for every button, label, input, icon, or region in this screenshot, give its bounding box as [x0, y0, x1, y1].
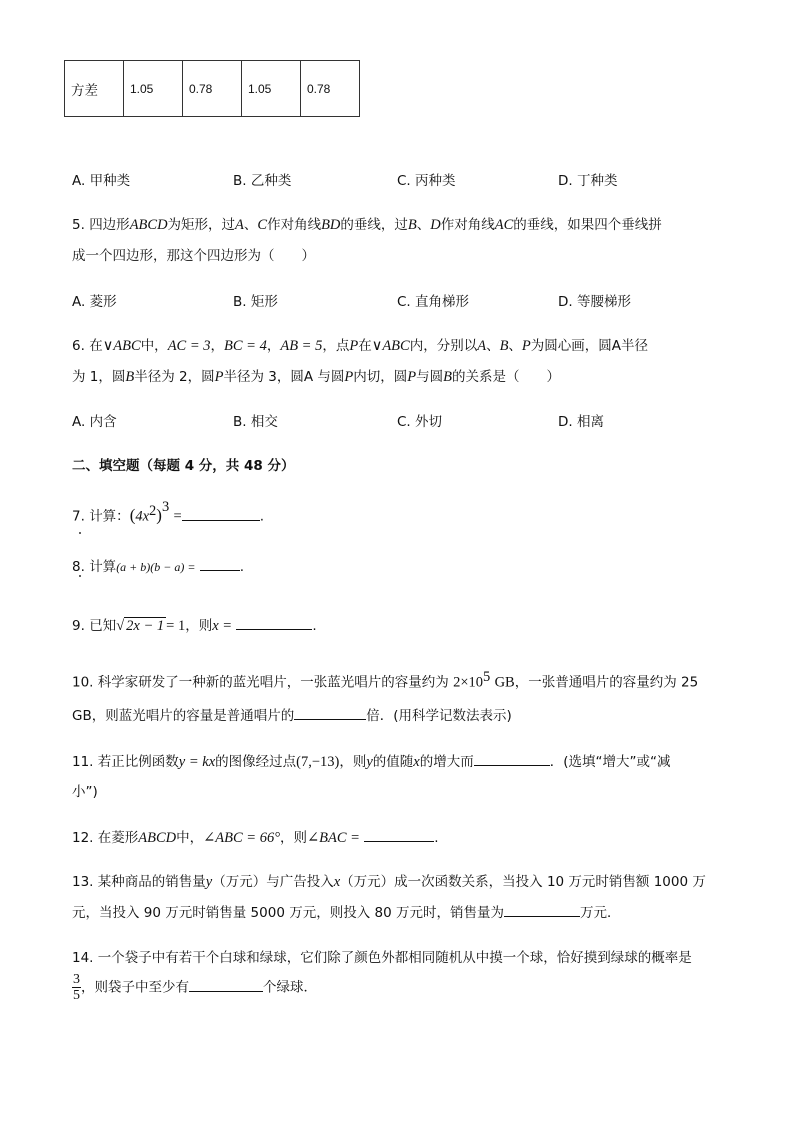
question-14-line1: 14. 一个袋子中有若干个白球和绿球，它们除了颜色外都相同随机从中摸一个球，恰好摸到绿球的概率是 — [72, 950, 692, 966]
answer-blank[interactable] — [294, 707, 366, 720]
probability-fraction: $\frac{3}{5}$ — [73, 972, 80, 1003]
option-b: B. 相交 — [233, 414, 278, 430]
option-c: C. 直角梯形 — [397, 294, 470, 310]
question-7: 7. 计算：$(4x^2)^3$ = . — [72, 499, 264, 525]
option-b: B. 乙种类 — [233, 173, 292, 189]
option-d: D. 等腰梯形 — [558, 294, 631, 310]
option-a: A. 内含 — [72, 414, 117, 430]
question-11-line1: 11. 若正比例函数y = kx的图像经过点(7,−13)，则y的值随x的增大而 ．(选填“增大”或“减 — [72, 754, 671, 770]
table-cell: 1.05 — [124, 61, 183, 117]
option-c: C. 丙种类 — [397, 173, 456, 189]
answer-blank[interactable] — [182, 508, 260, 521]
option-a: A. 甲种类 — [72, 173, 131, 189]
question-11-line2: 小”) — [72, 784, 98, 800]
table-cell: 0.78 — [183, 61, 242, 117]
table-cell: 1.05 — [242, 61, 301, 117]
option-a: A. 菱形 — [72, 294, 117, 310]
question-13-line1: 13. 某种商品的销售量y（万元）与广告投入x（万元）成一次函数关系，当投入 10 万元时销售额 1000 万 — [72, 874, 706, 890]
question-6-line1: 6. 在∨ABC中，AC = 3，BC = 4，AB = 5，点P在∨ABC内，分别以A、B、P为圆心画，圆A半径 — [72, 338, 649, 354]
answer-blank[interactable] — [474, 753, 550, 766]
section-heading: 二、填空题（每题 4 分，共 48 分） — [72, 458, 295, 474]
question-13-line2: 元，当投入 90 万元时销售量 5000 万元，则投入 80 万元时，销售量为 万元． — [72, 905, 621, 921]
question-5-line1: 5. 四边形ABCD为矩形，过A、C作对角线BD的垂线，过B、D作对角线AC的垂线，如果四个垂线拼 — [72, 217, 662, 233]
question-12: 12. 在菱形ABCD中，∠ABC = 66°，则∠BAC = . — [72, 830, 439, 846]
variance-table — [64, 60, 360, 117]
answer-blank[interactable] — [236, 617, 312, 630]
table-cell: 0.78 — [301, 61, 360, 117]
table-row — [65, 61, 360, 117]
option-b: B. 矩形 — [233, 294, 278, 310]
question-9: 9. 已知√ 2x − 1 = 1，则x = . — [72, 618, 317, 634]
bullet-dot — [79, 575, 81, 577]
question-5-line2: 成一个四边形，那这个四边形为（ ） — [72, 248, 315, 264]
answer-blank[interactable] — [364, 829, 434, 842]
question-10-line1: 10. 科学家研发了一种新的蓝光唱片，一张蓝光唱片的容量约为 $2\times 10^5$ GB，一张普通唱片的容量约为 25 — [72, 669, 699, 691]
option-d: D. 丁种类 — [558, 173, 618, 189]
question-8: 8. 计算(a + b)(b − a) = . — [72, 559, 245, 575]
option-c: C. 外切 — [397, 414, 443, 430]
answer-blank[interactable] — [200, 558, 240, 571]
answer-blank[interactable] — [189, 979, 263, 992]
question-10-line2: GB，则蓝光唱片的容量是普通唱片的 倍．(用科学记数法表示) — [72, 708, 512, 724]
answer-blank[interactable] — [504, 904, 580, 917]
bullet-dot — [79, 532, 81, 534]
question-6-line2: 为 1，圆B半径为 2，圆P半径为 3，圆A 与圆P内切，圆P与圆B的关系是（ ） — [72, 369, 560, 385]
option-d: D. 相离 — [558, 414, 604, 430]
question-14-line2: $\frac{3}{5}$ ，则袋子中至少有 个绿球． — [73, 972, 317, 1003]
table-row-label: 方差 — [65, 61, 124, 117]
